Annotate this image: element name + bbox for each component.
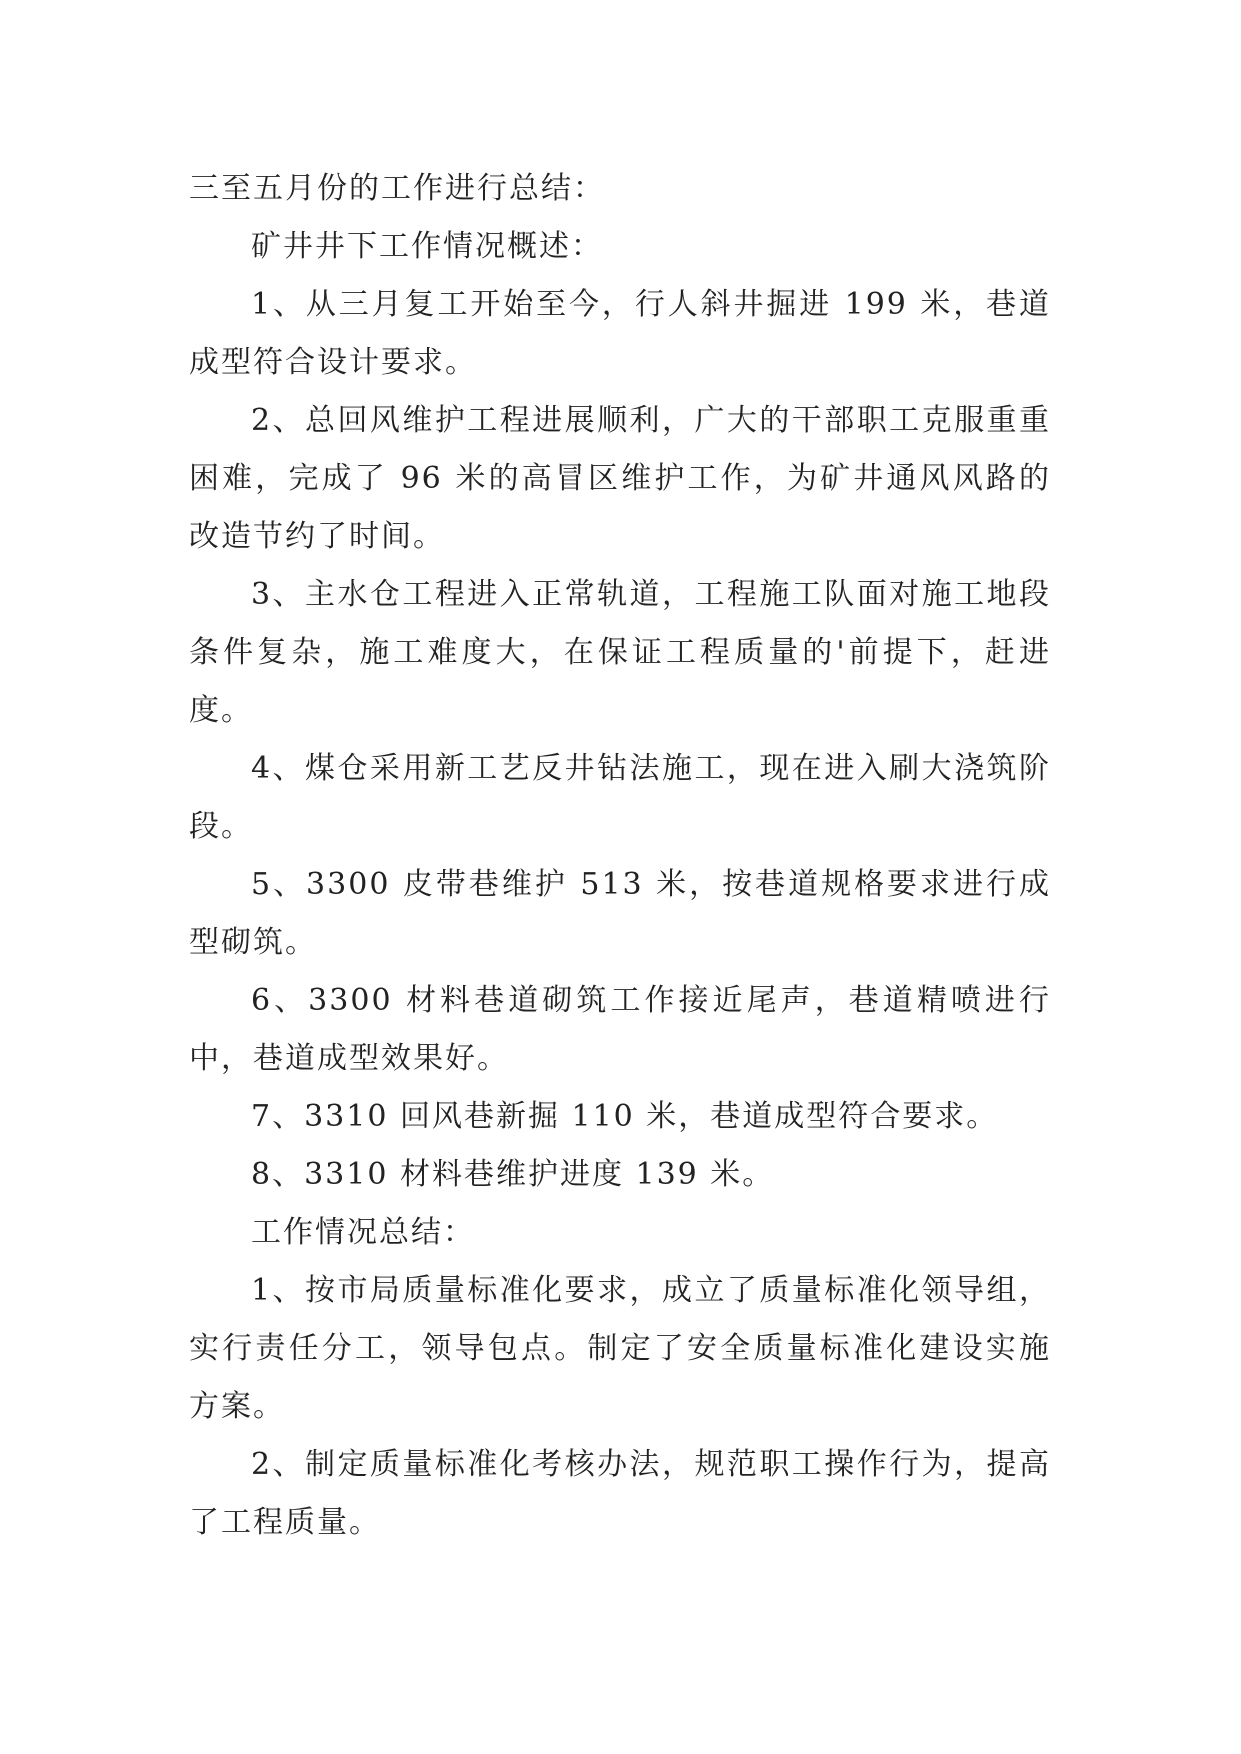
summary-item-2: 2、制定质量标准化考核办法，规范职工操作行为，提高了工程质量。 [189, 1447, 1051, 1540]
summary-item-1: 1、按市局质量标准化要求，成立了质量标准化领导组，实行责任分工，领导包点。制定了安全质量标准化建设实施方案。 [189, 1273, 1051, 1424]
paragraph-item-5: 5、3300 皮带巷维护 513 米，按巷道规格要求进行成型砌筑。 [189, 867, 1051, 960]
paragraph-item-6: 6、3300 材料巷道砌筑工作接近尾声，巷道精喷进行中，巷道成型效果好。 [189, 983, 1051, 1076]
paragraph-item-4: 4、煤仓采用新工艺反井钻法施工，现在进入刷大浇筑阶段。 [189, 751, 1051, 844]
intro-line: 三至五月份的工作进行总结： [189, 171, 605, 206]
document-body [189, 160, 1051, 1552]
section-heading-underground: 矿井井下工作情况概述： [251, 229, 603, 264]
paragraph-item-7: 7、3310 回风巷新掘 110 米，巷道成型符合要求。 [251, 1099, 999, 1134]
section-heading-summary: 工作情况总结： [251, 1215, 475, 1250]
paragraph-item-2: 2、总回风维护工程进展顺利，广大的干部职工克服重重困难，完成了 96 米的高冒区维护工作，为矿井通风风路的改造节约了时间。 [189, 403, 1051, 554]
paragraph-item-1: 1、从三月复工开始至今，行人斜井掘进 199 米，巷道成型符合设计要求。 [189, 287, 1051, 380]
paragraph-item-8: 8、3310 材料巷维护进度 139 米。 [251, 1157, 775, 1192]
paragraph-item-3: 3、主水仓工程进入正常轨道，工程施工队面对施工地段条件复杂，施工难度大，在保证工程质量的'前提下，赶进度。 [189, 577, 1051, 728]
